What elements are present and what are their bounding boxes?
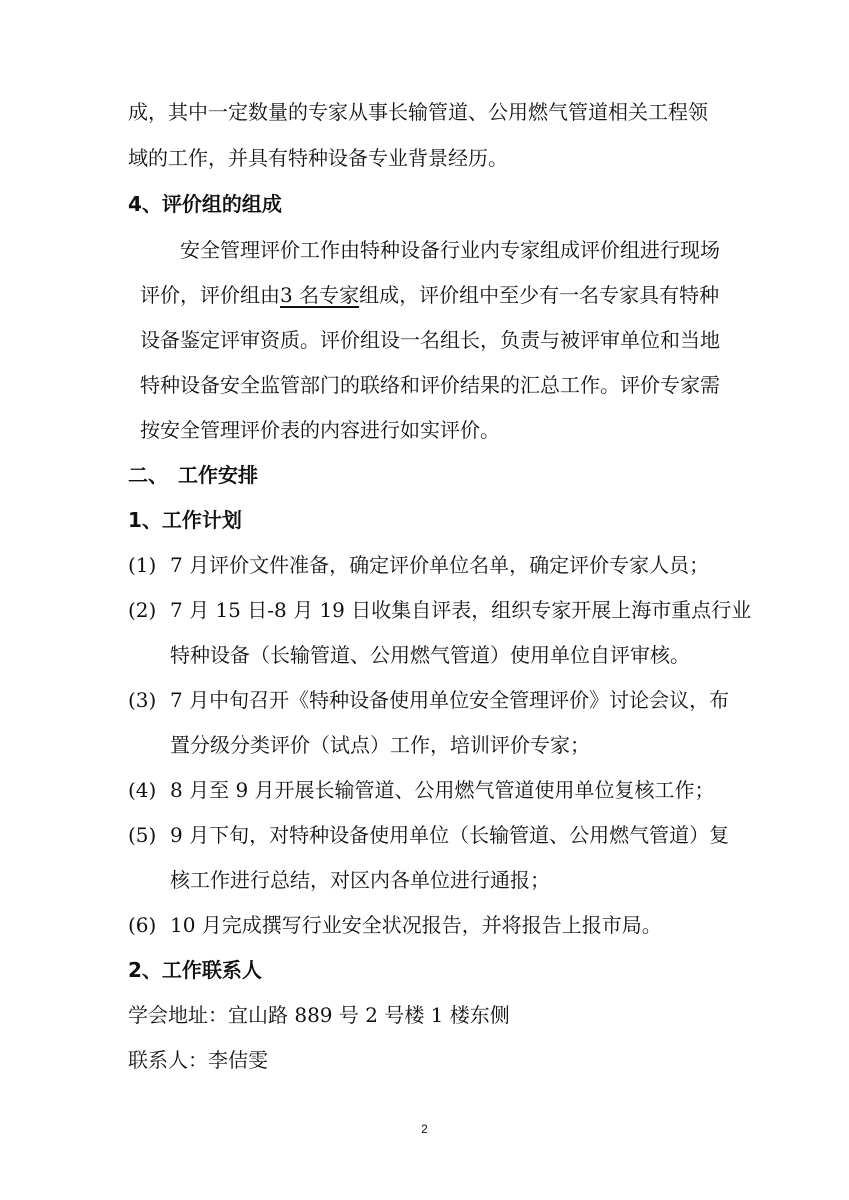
plan-item-5-text-2: 核工作进行总结，对区内各单位进行通报； bbox=[170, 868, 550, 892]
section-4-line-3: 设备鉴定评审资质。评价组设一名组长，负责与被评审单位和当地 bbox=[140, 328, 720, 352]
expert-count-underlined: 3 名专家 bbox=[280, 283, 360, 307]
plan-item-5 bbox=[128, 821, 156, 849]
section-4-line-1: 安全管理评价工作由特种设备行业内专家组成评价组进行现场 bbox=[180, 238, 720, 262]
intro-line-1: 成，其中一定数量的专家从事长输管道、公用燃气管道相关工程领 bbox=[128, 100, 708, 124]
plan-item-3-text-1: 7 月中旬召开《特种设备使用单位安全管理评价》讨论会议，布 bbox=[170, 688, 730, 712]
section-4-line-5: 按安全管理评价表的内容进行如实评价。 bbox=[140, 418, 500, 442]
plan-item-3-text-2: 置分级分类评价（试点）工作，培训评价专家； bbox=[170, 733, 590, 757]
section-4-line-2-after: 组成，评价组中至少有一名专家具有特种 bbox=[359, 283, 720, 307]
plan-item-2-text-1: 7 月 15 日-8 月 19 日收集自评表，组织专家开展上海市重点行业 bbox=[170, 598, 752, 622]
plan-item-2-text-2: 特种设备（长输管道、公用燃气管道）使用单位自评审核。 bbox=[170, 643, 690, 667]
plan-item-4-text: 8 月至 9 月开展长输管道、公用燃气管道使用单位复核工作； bbox=[170, 778, 715, 802]
plan-item-4-number: (4) bbox=[128, 778, 157, 802]
plan-item-6 bbox=[128, 911, 156, 939]
page-number: 2 bbox=[421, 1122, 428, 1136]
contact-address: 学会地址：宜山路 889 号 2 号楼 1 楼东侧 bbox=[128, 1003, 510, 1027]
section-4-line-2-before: 评价，评价组由 bbox=[140, 283, 280, 307]
work-plan-heading: 1、工作计划 bbox=[128, 508, 242, 532]
section-4-heading: 4、评价组的组成 bbox=[128, 192, 282, 216]
plan-item-4 bbox=[128, 776, 156, 804]
part-2-heading: 二、 工作安排 bbox=[128, 463, 258, 487]
section-4-line-2 bbox=[140, 281, 719, 309]
plan-item-2-number: (2) bbox=[128, 598, 157, 622]
section-4-line-4: 特种设备安全监管部门的联络和评价结果的汇总工作。评价专家需 bbox=[140, 373, 720, 397]
intro-line-2: 域的工作，并具有特种设备专业背景经历。 bbox=[128, 146, 508, 170]
plan-item-5-text-1: 9 月下旬，对特种设备使用单位（长输管道、公用燃气管道）复 bbox=[170, 823, 730, 847]
plan-item-2 bbox=[128, 596, 156, 624]
plan-item-5-number: (5) bbox=[128, 823, 157, 847]
contact-heading: 2、工作联系人 bbox=[128, 958, 262, 982]
plan-item-6-text: 10 月完成撰写行业安全状况报告，并将报告上报市局。 bbox=[170, 913, 662, 937]
plan-item-6-number: (6) bbox=[128, 913, 157, 937]
plan-item-1-text: 7 月评价文件准备，确定评价单位名单，确定评价专家人员； bbox=[170, 553, 710, 577]
plan-item-3 bbox=[128, 686, 156, 714]
plan-item-1 bbox=[128, 551, 156, 579]
plan-item-1-number: (1) bbox=[128, 553, 157, 577]
contact-person: 联系人：李佶雯 bbox=[128, 1048, 268, 1072]
plan-item-3-number: (3) bbox=[128, 688, 157, 712]
